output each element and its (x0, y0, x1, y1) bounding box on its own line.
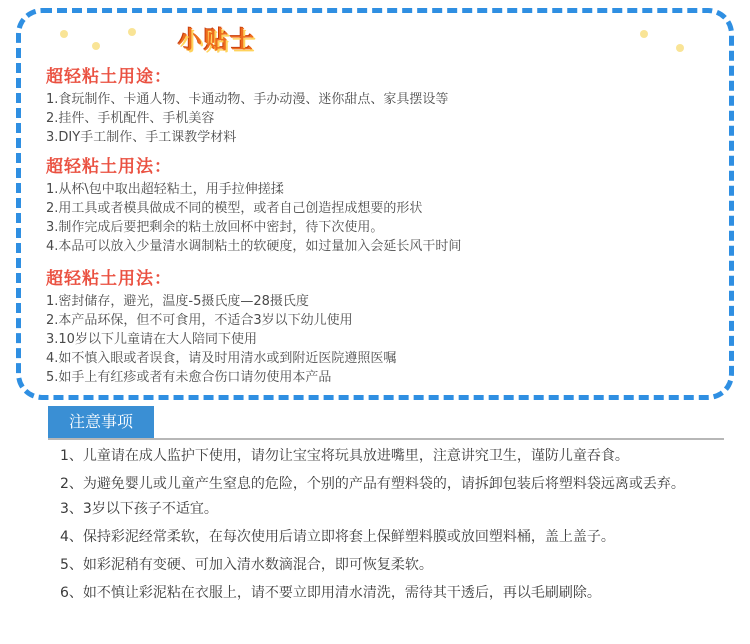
section-line: 2.用工具或者模具做成不同的模型，或者自己创造捏成想要的形状 (46, 201, 423, 216)
tips-title: 小贴士 (178, 26, 256, 54)
notice-list (60, 446, 710, 611)
sparkle-decoration (640, 30, 648, 38)
notice-item: 1、儿童请在成人监护下使用，请勿让宝宝将玩具放进嘴里，注意讲究卫生，谨防儿童吞食。 (60, 448, 629, 464)
notice-item: 6、如不慎让彩泥粘在衣服上，请不要立即用清水清洗，需待其干透后，再以毛刷刷除。 (60, 585, 601, 601)
section-line: 1.食玩制作、卡通人物、卡通动物、手办动漫、迷你甜点、家具摆设等 (46, 92, 449, 107)
section-line: 5.如手上有红疹或者有未愈合伤口请勿使用本产品 (46, 370, 332, 385)
usage-section (46, 62, 448, 147)
section-heading: 超轻粘土用法： (46, 157, 172, 177)
sparkle-decoration (60, 30, 68, 38)
section-heading: 超轻粘土用途： (46, 67, 172, 87)
notice-item: 5、如彩泥稍有变硬、可加入清水数滴混合，即可恢复柔软。 (60, 557, 433, 573)
section-line: 2.挂件、手机配件、手机美容 (46, 111, 215, 126)
storage-section (46, 264, 396, 387)
notice-item: 2、为避免婴儿或儿童产生窒息的危险，个别的产品有塑料袋的，请拆卸包装后将塑料袋远离或丢弃。 (60, 476, 685, 492)
section-heading: 超轻粘土用法： (46, 269, 172, 289)
section-line: 4.本品可以放入少量清水调制粘土的软硬度，如过量加入会延长风干时间 (46, 239, 462, 254)
section-line: 4.如不慎入眼或者误食，请及时用清水或到附近医院遵照医嘱 (46, 351, 397, 366)
section-line: 1.从杯\包中取出超轻粘土，用手拉伸搓揉 (46, 182, 284, 197)
notice-item: 3、3岁以下孩子不适宜。 (60, 501, 218, 517)
notice-title: 注意事项 (48, 406, 154, 438)
notice-divider (48, 438, 724, 440)
sparkle-decoration (128, 28, 136, 36)
section-line: 3.制作完成后要把剩余的粘土放回杯中密封，待下次使用。 (46, 220, 384, 235)
method-section (46, 152, 461, 256)
notice-item: 4、保持彩泥经常柔软，在每次使用后请立即将套上保鲜塑料膜或放回塑料桶，盖上盖子。 (60, 529, 615, 545)
section-line: 1.密封储存，避光，温度-5摄氏度—28摄氏度 (46, 294, 309, 309)
section-line: 3.DIY手工制作、手工课教学材料 (46, 130, 237, 145)
sparkle-decoration (676, 44, 684, 52)
section-line: 3.10岁以下儿童请在大人陪同下使用 (46, 332, 257, 347)
section-line: 2.本产品环保，但不可食用，不适合3岁以下幼儿使用 (46, 313, 353, 328)
sparkle-decoration (92, 42, 100, 50)
